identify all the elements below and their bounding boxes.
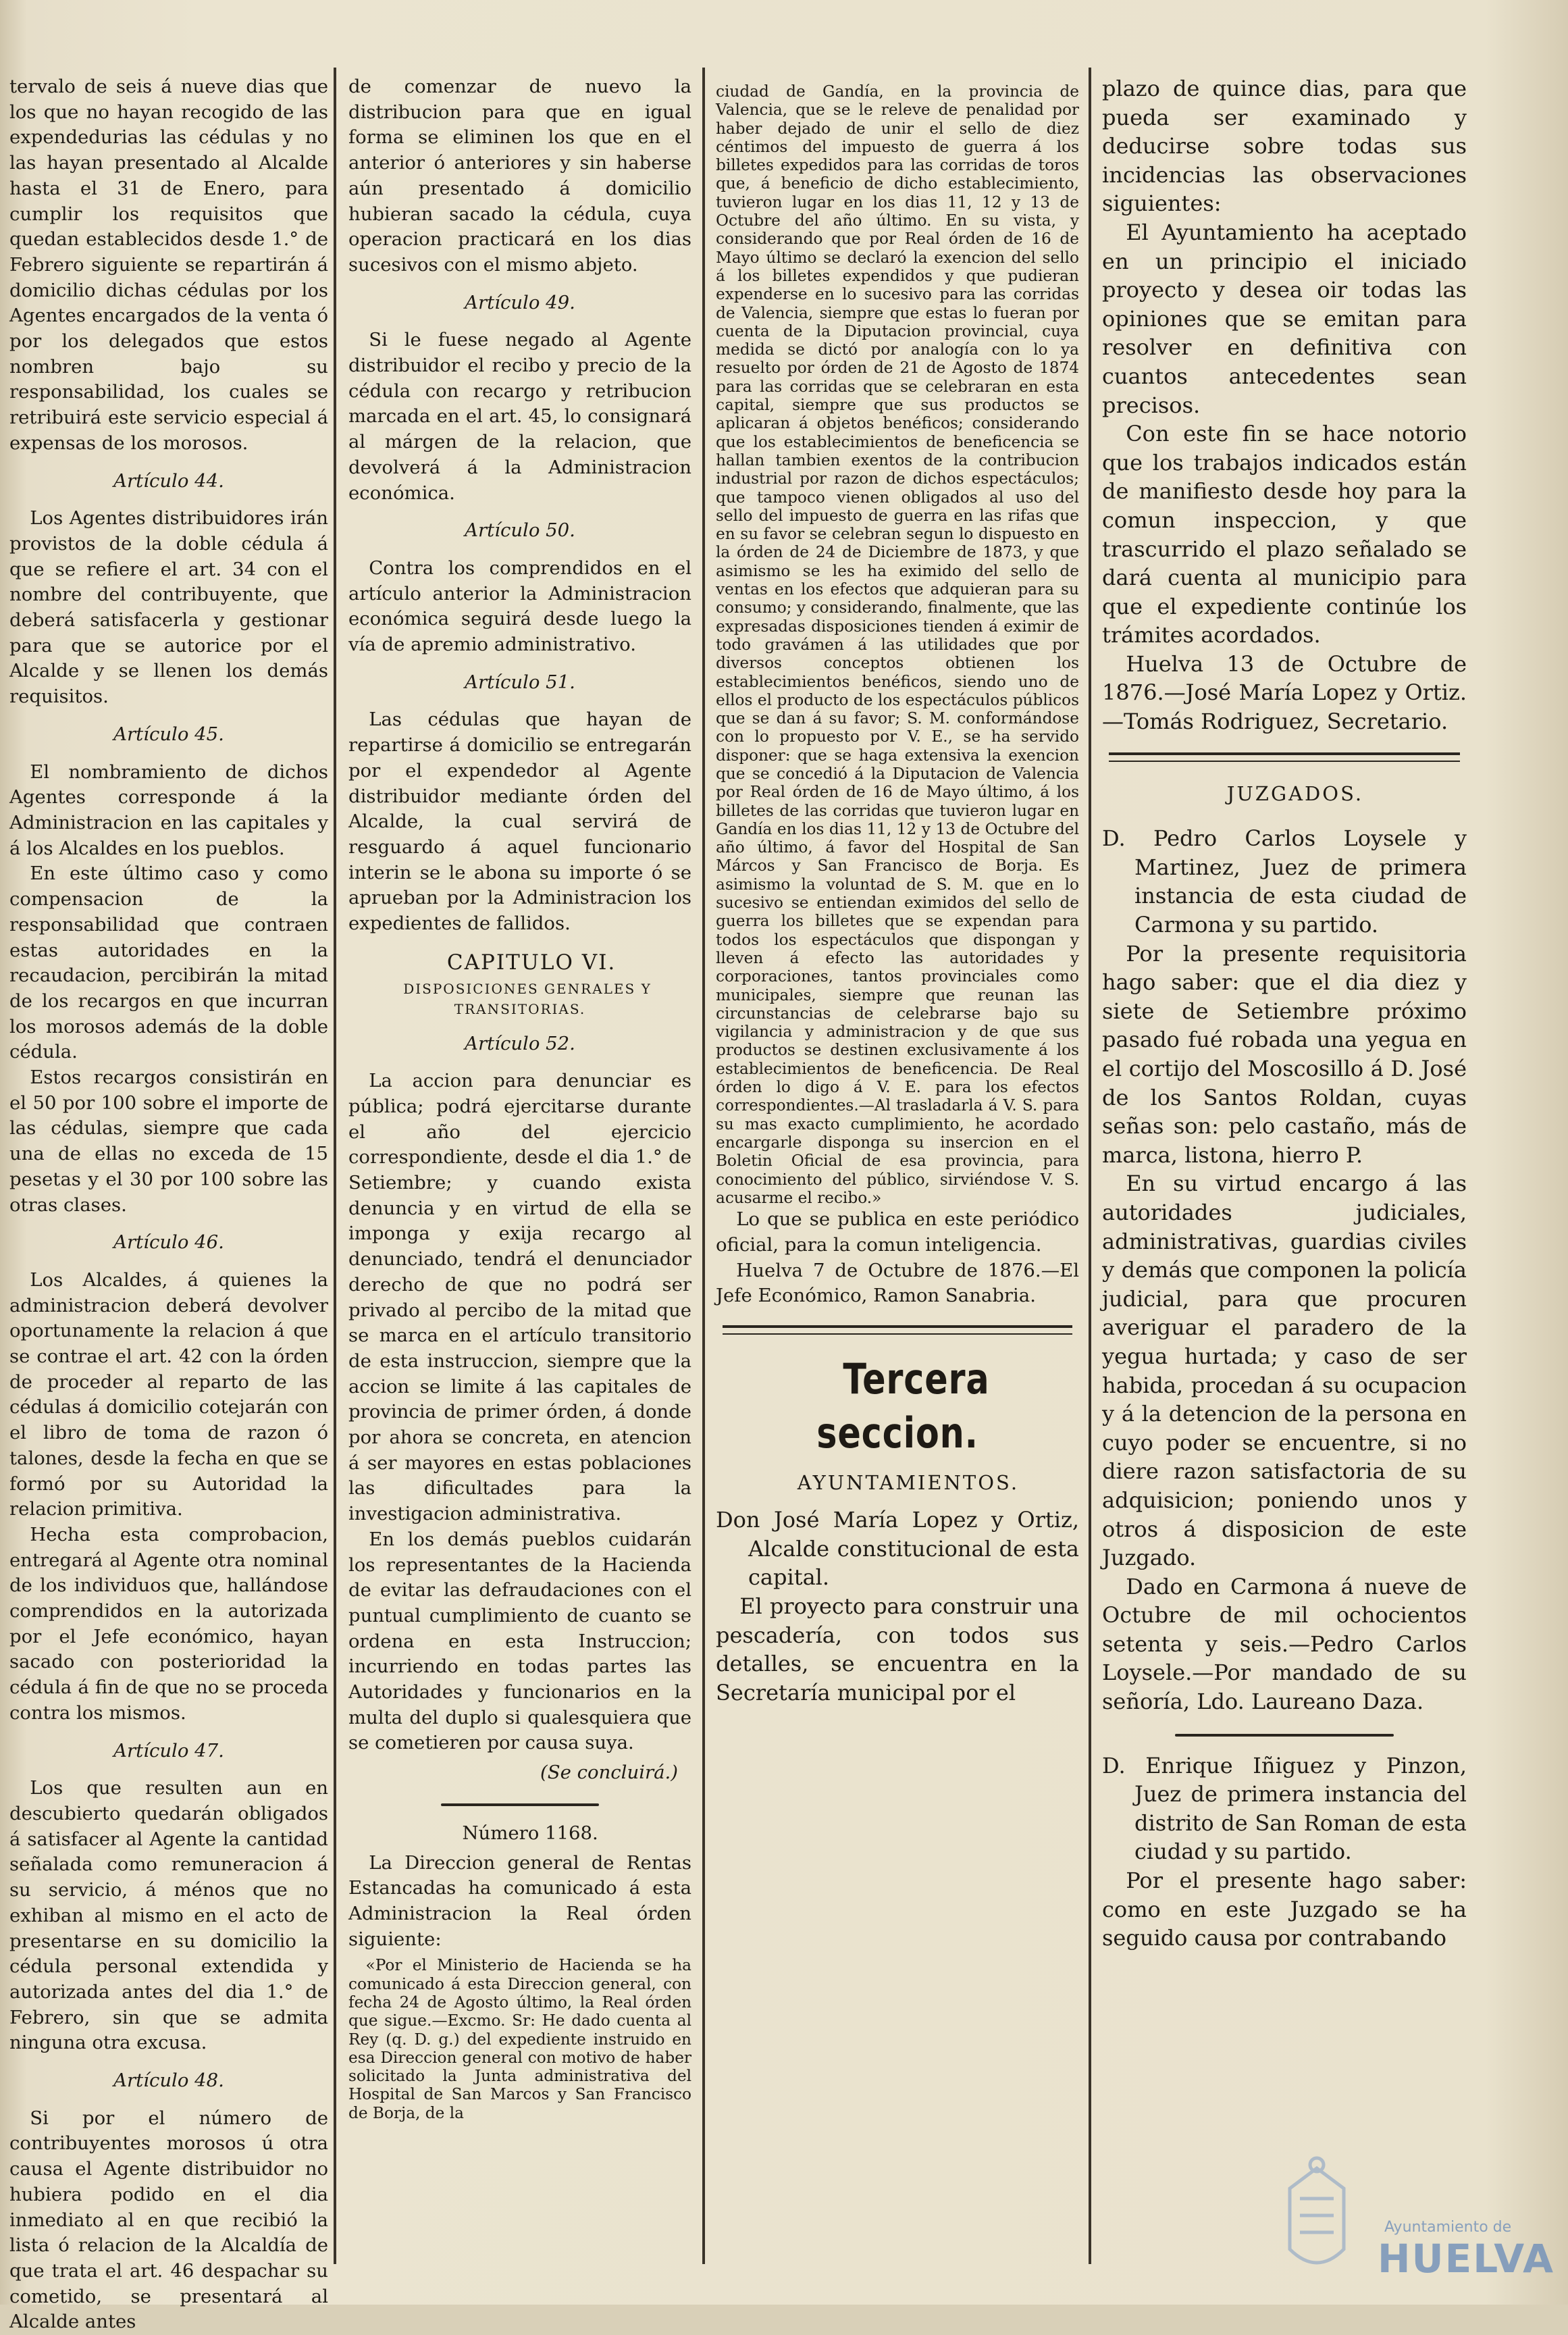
paragraph: Estos recargos consistirán en el 50 por 100 sobre el importe de las cédulas, siempre que cada una de ellas no exceda de 15 pesetas y el 30 por 100 sobre las otras clases.: [9, 1067, 328, 1216]
divider: [1175, 1734, 1394, 1737]
paragraph: Don José María Lopez y Ortiz, Alcalde constitucional de esta capital.: [716, 1507, 1079, 1591]
paragraph: Las cédulas que hayan de repartirse á domicilio se entregarán por el expendedor al Agente distribuidor mediante órden del Alcalde, la cual servirá de resguardo á aquel funcionario interin se le abona su importe ó se aprueban por la Administracion los expedientes de fallidos.: [348, 709, 691, 935]
column-4: [1102, 74, 1467, 2278]
paragraph: Los que resulten aun en descubierto quedarán obligados á satisfacer al Agente la cantidad señalada como remuneracion á su servicio, á ménos que no exhiban al mismo en el acto de presentarse en su domicilio la cédula personal extendida y autorizada antes del dia 1.° de Febrero, sin que se admita ninguna otra excusa.: [9, 1777, 328, 2054]
paragraph: En este último caso y como compensacion de la responsabilidad que contraen estas autoridades en la recaudacion, percibirán la mitad de los recargos en que incurran los morosos además de la doble cédula.: [9, 863, 328, 1063]
column-2: [348, 74, 691, 2278]
paragraph: Hecha esta comprobacion, entregará al Agente otra nominal de los individuos que, hallándose comprendidos en la autorizada por el Jefe económico, hayan sacado con posterioridad la cédula á fin de que no se proceda contra los mismos.: [9, 1523, 328, 1724]
continuation-note: (Se concluirá.): [540, 1762, 678, 1784]
paragraph: de comenzar de nuevo la distribucion para que en igual forma se eliminen los que en el anterior ó anteriores y sin haberse aún presentado á domicilio hubieran sacado la cédula, cuya operacion practicará en los dias sucesivos con el mismo abjeto.: [348, 76, 691, 276]
paragraph: Con este fin se hace notorio que los trabajos indicados están de manifiesto desde hoy para la comun inspeccion, y que trascurrido el plazo señalado se dará cuenta al municipio para que el expediente continúe los trámites acordados.: [1102, 421, 1467, 648]
article-heading: Artículo 49.: [465, 291, 575, 313]
watermark-title: HUELVA: [1378, 2236, 1555, 2282]
paragraph: La Direccion general de Rentas Estancadas ha comunicado á esta Administracion la Real órden siguiente:: [348, 1851, 691, 1950]
article-heading: Artículo 46.: [113, 1231, 224, 1254]
article-heading: Artículo 50.: [465, 519, 575, 542]
column-1: [9, 74, 328, 2333]
article-heading: Artículo 44.: [113, 469, 224, 492]
paragraph: Por la presente requisitoria hago saber: que el dia diez y siete de Setiembre próximo pasado fué robada una yegua en el cortijo del Moscosillo á D. José de los Santos Roldan, cuyas señas son: pelo castaño, más de marca, listona, hierro P.: [1102, 940, 1467, 1168]
paragraph: plazo de quince dias, para que pueda ser examinado y deducirse sobre todas sus incidencias las observaciones siguientes:: [1102, 76, 1467, 217]
article-heading: Artículo 47.: [113, 1739, 224, 1762]
paragraph: El proyecto para construir una pescadería, con todos sus detalles, se encuentra en la Secretaría municipal por el: [716, 1593, 1079, 1705]
section-divider: [1109, 752, 1460, 762]
paragraph: Lo que se publica en este periódico oficial, para la comun inteligencia.: [716, 1208, 1079, 1256]
article-heading: Artículo 52.: [465, 1032, 575, 1054]
notice-number: Número 1168.: [462, 1822, 598, 1844]
column-divider: [1089, 68, 1091, 2264]
paragraph: Contra los comprendidos en el artículo anterior la Administracion económica seguirá desde luego la vía de apremio administrativo.: [348, 557, 691, 656]
paragraph: El Ayuntamiento ha aceptado en un principio el iniciado proyecto y desea oir todas las opiniones que se emitan para resolver en definitiva con cuantos antecedentes sean precisos.: [1102, 219, 1467, 418]
paragraph: Huelva 7 de Octubre de 1876.—El Jefe Económico, Ramon Sanabria.: [716, 1259, 1079, 1307]
paragraph: En su virtud encargo á las autoridades judiciales, administrativas, guardias civiles y demás que componen la policía judicial, para que procuren averiguar el paradero de la yegua hurtada; y caso de ser habida, procedan á su ocupacion y á la detencion de la persona en cuyo poder se encuentre, si no diere razon satisfactoria de su adquisicion; poniendo unos y otros á disposicion de este Juzgado.: [1102, 1171, 1467, 1571]
column-3: [716, 82, 1079, 2278]
paragraph: Los Agentes distribuidores irán provistos de la doble cédula á que se refiere el art. 34 con el nombre del contribuyente, que deberá satisfacerla y gestionar para que se autorice por el Alcalde y se llenen los demás requisitos.: [9, 507, 328, 708]
paragraph: La accion para denunciar es pública; podrá ejercitarse durante el año del ejercicio correspondiente, desde el dia 1.° de Setiembre; y cuando exista denuncia y en virtud de ella se imponga y exija recargo al denunciado, tendrá el denunciador derecho de que no podrá ser privado al percibo de la mitad que se marca en el artículo transitorio de esta instruccion, siempre que la accion se limite á las capitales de provincia de primer órden, á donde por ahora se concreta, en atencion á ser mayores en estas poblaciones las dificultades para la investigacion administrativa.: [348, 1070, 691, 1525]
paragraph: Si por el número de contribuyentes morosos ú otra causa el Agente distribuidor no hubiera podido en el dia inmediato al en que recibió la lista ó relacion de la Alcaldía de que trata el art. 46 despachar su cometido, se presentará al Alcalde antes: [9, 2107, 328, 2333]
article-heading: Artículo 48.: [113, 2070, 224, 2092]
paragraph: ciudad de Gandía, en la provincia de Valencia, que se le releve de penalidad por haber dejado de unir el sello de diez céntimos del impuesto de guerra á los billetes expedidos para las corridas de toros que, á beneficio de dicho establecimiento, tuvieron lugar en los dias 11, 12 y 13 de Octubre del año último. En su vista, y considerando que por Real órden de 16 de Mayo último se declaró la exencion del sello á los billetes expendidos y que pudieran expenderse en lo sucesivo para las corridas de Valencia, siempre que estas lo fueran por cuenta de la Diputacion provincial, cuya medida se dictó por analogía con lo ya resuelto por órden de 21 de Agosto de 1874 para las corridas que se celebraran en esta capital, siempre que sus productos se aplicaran á objetos benéficos; considerando que los establecimientos de beneficencia se hallan tambien exentos de la contribucion industrial por razon de dichos espectáculos; que tampoco vienen obligados al uso del sello del impuesto de guerra en las rifas que en su favor se celebran segun lo dispuesto en la órden de 24 de Diciembre de 1873, y que asimismo se les ha eximido del sello de ventas en los efectos que adquieran para su consumo; y considerando, finalmente, que las expresadas disposiciones tienden á eximir de todo gravámen á las utilidades que por diversos conceptos obtienen los establecimientos benéficos, siendo uno de ellos el producto de los espectáculos públicos que se dan á su favor; S. M. conformándose con lo propuesto por V. E., se ha servido disponer: que se haga extensiva la exencion que se concedió á la Diputacion de Valencia por Real órden de 16 de Mayo último, á los billetes de las corridas que tuvieron lugar en Gandía en los dias 11, 12 y 13 de Octubre del año último, á favor del Hospital de San Márcos y San Francisco de Borja. Es asimismo la voluntad de S. M. que en lo sucesivo se entiendan eximidos del sello de guerra los billetes que se expendan para todos los espectáculos que dispongan y lleven á efecto las autoridades y corporaciones, tantos provinciales como municipales, siempre que reunan las circunstancias de celebrarse bajo su vigilancia y administracion y de que sus productos se destinen exclusivamente á los establecimientos de beneficencia. De Real órden lo digo á V. E. para los efectos correspondientes.—Al trasladarla á V. S. para su mas exacto cumplimiento, he acordado encargarle disponga su insercion en el Boletin Oficial de esa provincia, para conocimiento del público, sirviéndose V. S. acusarme el recibo.»: [716, 82, 1079, 1207]
paragraph: El nombramiento de dichos Agentes corresponde á la Administracion en las capitales y á los Alcaldes en los pueblos.: [9, 761, 328, 859]
column-divider: [702, 68, 705, 2264]
paragraph: D. Pedro Carlos Loysele y Martinez, Juez de primera instancia de esta ciudad de Carmona y su partido.: [1102, 825, 1467, 938]
paragraph: Los Alcaldes, á quienes la administracion deberá devolver oportunamente la relacion á que se contrae el art. 42 con la órden de proceder al reparto de las cédulas á domicilio cotejarán con el libro de toma de razon ó talones, desde la fecha en que se formó por su Autoridad la relacion primitiva.: [9, 1268, 328, 1520]
chapter-subtitle: DISPOSICIONES GENRALES Y TRANSITORIAS.: [403, 980, 652, 1017]
paragraph: Huelva 13 de Octubre de 1876.—José María Lopez y Ortiz.—Tomás Rodriguez, Secretario.: [1102, 650, 1467, 735]
divider: [441, 1803, 599, 1806]
paragraph: Por el presente hago saber: como en este Juzgado se ha seguido causa por contrabando: [1102, 1868, 1467, 1951]
section-heading: AYUNTAMIENTOS.: [797, 1470, 1020, 1494]
paragraph: En los demás pueblos cuidarán los representantes de la Hacienda de evitar las defraudaciones con el puntual cumplimiento de cuanto se ordena en esta Instruccion; incurriendo en todas partes las Autoridades y funcionarios en la multa del duplo si qualesquiera que se cometieren por causa suya.: [348, 1528, 691, 1754]
paragraph: «Por el Ministerio de Hacienda se ha comunicado á esta Direccion general, con fecha 24 de Agosto último, la Real órden que sigue.—Excmo. Sr: He dado cuenta al Rey (q. D. g.) del expediente instruido en esa Direccion general con motivo de haber solicitado la Junta administrativa del Hospital de San Marcos y San Francisco de Borja, de la: [348, 1956, 691, 2122]
paragraph: D. Enrique Iñiguez y Pinzon, Juez de primera instancia del distrito de San Roman de esta ciudad y su partido.: [1102, 1752, 1467, 1865]
column-divider: [334, 68, 336, 2264]
section-heading: JUZGADOS.: [1226, 781, 1364, 805]
paragraph: Dado en Carmona á nueve de Octubre de mil ochocientos setenta y seis.—Pedro Carlos Loysele.—Por mandado de su señoría, Ldo. Laureano Daza.: [1102, 1573, 1467, 1715]
chapter-heading: CAPITULO VI.: [446, 950, 617, 975]
article-heading: Artículo 51.: [465, 671, 575, 693]
section-title: Tercera seccion.: [816, 1354, 990, 1458]
article-heading: Artículo 45.: [113, 723, 224, 745]
paragraph: tervalo de seis á nueve dias que los que no hayan recogido de las expendedurias las cédulas y no las hayan presentado al Alcalde hasta el 31 de Enero, para cumplir los requisitos que quedan establecidos desde 1.° de Febrero siguiente se repartirán á domicilio dichas cédulas por los Agentes encargados de la venta ó por los delegados que estos nombren bajo su responsabilidad, los cuales se retribuirá este servicio especial á expensas de los morosos.: [9, 76, 328, 454]
watermark-caption: Ayuntamiento de: [1384, 2219, 1512, 2236]
section-divider: [723, 1325, 1072, 1335]
paragraph: Si le fuese negado al Agente distribuidor el recibo y precio de la cédula con recargo y retribucion marcada en el art. 45, lo consignará al márgen de la relacion, que devolverá á la Administracion económica.: [348, 329, 691, 504]
